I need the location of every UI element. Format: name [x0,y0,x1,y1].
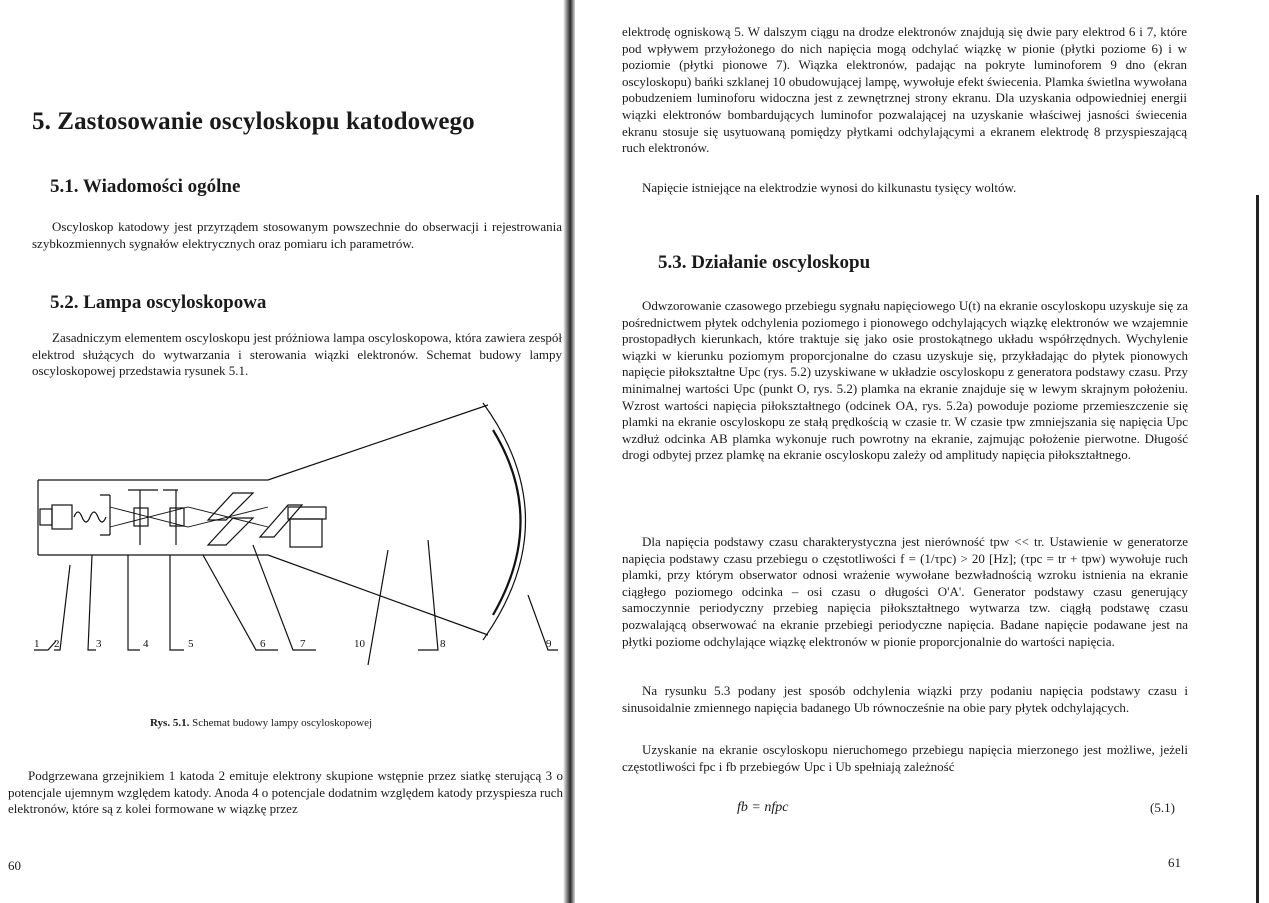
figure-label-5: 5 [188,638,194,650]
figure-caption [150,717,372,729]
paragraph-5-3-3: Na rysunku 5.3 podany jest sposób odchylenia wiązki przy podaniu napięcia podstawy czasu i sinusoidalnie zmiennego napięcia badanego Ub równocześnie na obie pary płytek odchylających. [622,683,1188,715]
paragraph-electrodes: elektrodę ogniskową 5. W dalszym ciągu na drodze elektronów znajdują się dwie pary elektrod 6 i 7, które pod wpływem przyłożonego do nich napięcia mogą odchylać wiązkę w pionie (płytki poziome 6) i w poziomie (płytki pionowe 7). Wiązka elektronów, padając na pokryte luminoforem 9 dno (ekran oscyloskopu) bańki szklanej 10 obudowującej lampę, wywołuje efekt świecenia. Plamka świetlna wywołana pobudzeniem luminoforu widoczna jest z zewnętrznej strony ekranu. Dla uzyskania odpowiedniej energii wiązki elektronów bombardujących luminofor pozwalającej na uzyskanie właściwej jasności świecenia ekranu stosuje się usytuowaną pomiędzy płytkami odchylającymi a ekranem elektrodę 8 przyspieszającą ruch elektronów. [622,24,1187,156]
paragraph-cathode-description: Podgrzewana grzejnikiem 1 katoda 2 emituje elektrony skupione wstępnie przez siatkę sterującą 3 o potencjale ujemnym względem katody. Anoda 4 o potencjale dodatnim względem katody przyspiesza ruch elektronów, które są z kolei formowane w wiązkę przez [8,768,563,817]
figure-label-6: 6 [260,638,266,650]
figure-label-7: 7 [300,638,306,650]
chapter-title: 5. Zastosowanie oscyloskopu katodowego [32,108,475,135]
figure-label-8: 8 [440,638,446,650]
page-number-left: 60 [8,858,21,873]
section-title-5-2: 5.2. Lampa oscyloskopowa [50,292,267,313]
figure-label-10: 10 [354,638,365,650]
figure-label-2: 2 [54,638,60,650]
gutter-shadow [563,0,575,903]
figure-label-3: 3 [96,638,102,650]
equation-number: (5.1) [1150,800,1175,815]
figure-caption-text: Schemat budowy lampy oscyloskopowej [192,717,373,729]
equation-5-1: fb = nfpc [737,800,789,815]
section-title-5-3: 5.3. Działanie oscyloskopu [658,252,871,273]
scan-edge-right [1256,195,1259,903]
section-title-5-1: 5.1. Wiadomości ogólne [50,176,241,197]
paragraph-5-3-4: Uzyskanie na ekranie oscyloskopu nieruchomego przebiegu napięcia mierzonego jest możliwe, jeżeli częstotliwości fpc i fb przebiegów Upc i Ub spełniają zależność [622,742,1188,774]
figure-label-1: 1 [34,638,40,650]
figure-caption-prefix: Rys. 5.1. [150,717,190,729]
left-page [0,0,600,903]
page-number-right: 61 [1168,855,1181,870]
paragraph-voltage: Napięcie istniejące na elektrodzie wynosi do kilkunastu tysięcy woltów. [642,180,1017,195]
figure-crt-diagram [28,395,568,685]
paragraph-5-3-1: Odwzorowanie czasowego przebiegu sygnału napięciowego U(t) na ekranie oscyloskopu uzyskuje się za pośrednictwem płytek odchylenia poziomego i pionowego odchylających wiązkę elektronów we wzajemnie prostopadłych kierunkach, które traktuje się jako osie prostokątnego układu współrzędnych. Wychylenie wiązki w kierunku poziomym proporcjonalne do czasu uzyskuje się, przykładając do płytek pionowych napięcie piłokształtne Upc (rys. 5.2) uzyskiwane w układzie oscyloskopu z generatora podstawy czasu. Przy minimalnej wartości Upc (punkt O, rys. 5.2) plamka na ekranie znajduje się w lewym skrajnym położeniu. Wzrost wartości napięcia piłokształtnego (odcinek OA, rys. 5.2a) powoduje poziome przemieszczenie się plamki na ekranie oscyloskopu ze stałą prędkością w czasie tr. W czasie tpw zmniejszania się napięcia Upc wzdłuż odcinka AB plamka wykonuje ruch powrotny na ekranie, zajmując położenie pierwotne. Długość drogi odbytej przez plamkę na ekranie oscyloskopu zależy od amplitudy napięcia piłokształtnego. [622,298,1188,463]
paragraph-5-2: Zasadniczym elementem oscyloskopu jest próżniowa lampa oscyloskopowa, która zawiera zespół elektrod służących do wytwarzania i sterowania wiązki elektronów. Schemat budowy lampy oscyloskopowej przedstawia rysunek 5.1. [32,330,562,379]
figure-label-9: 9 [546,638,552,650]
right-page [612,0,1269,903]
paragraph-5-3-2: Dla napięcia podstawy czasu charakterystyczna jest nierówność tpw << tr. Ustawienie w generatorze napięcia podstawy czasu przebiegu o częstotliwości f = (1/τpc) > 20 [Hz]; (τpc = tr + tpw) wywołuje ruch plamki, przy którym obserwator odnosi wrażenie wywołane bezwładnością wzroku istnienia na ekranie ciągłego poziomego odcinka – osi czasu o długości O'A'. Generator podstawy czasu generujący samoczynnie periodyczny przebieg napięcia piłokształtnego wytwarza tzw. ciągłą podstawę czasu pozwalającą obserwować na ekranie przebiegi periodyczne napięcia. Badane napięcie podawane jest na płytki poziome odchylające wiązkę elektronów w pionie proporcjonalnie do wartości napięcia. [622,534,1188,649]
paragraph-5-1: Oscyloskop katodowy jest przyrządem stosowanym powszechnie do obserwacji i rejestrowania szybkozmiennych sygnałów elektrycznych oraz pomiaru ich parametrów. [32,219,562,251]
figure-label-4: 4 [143,638,149,650]
